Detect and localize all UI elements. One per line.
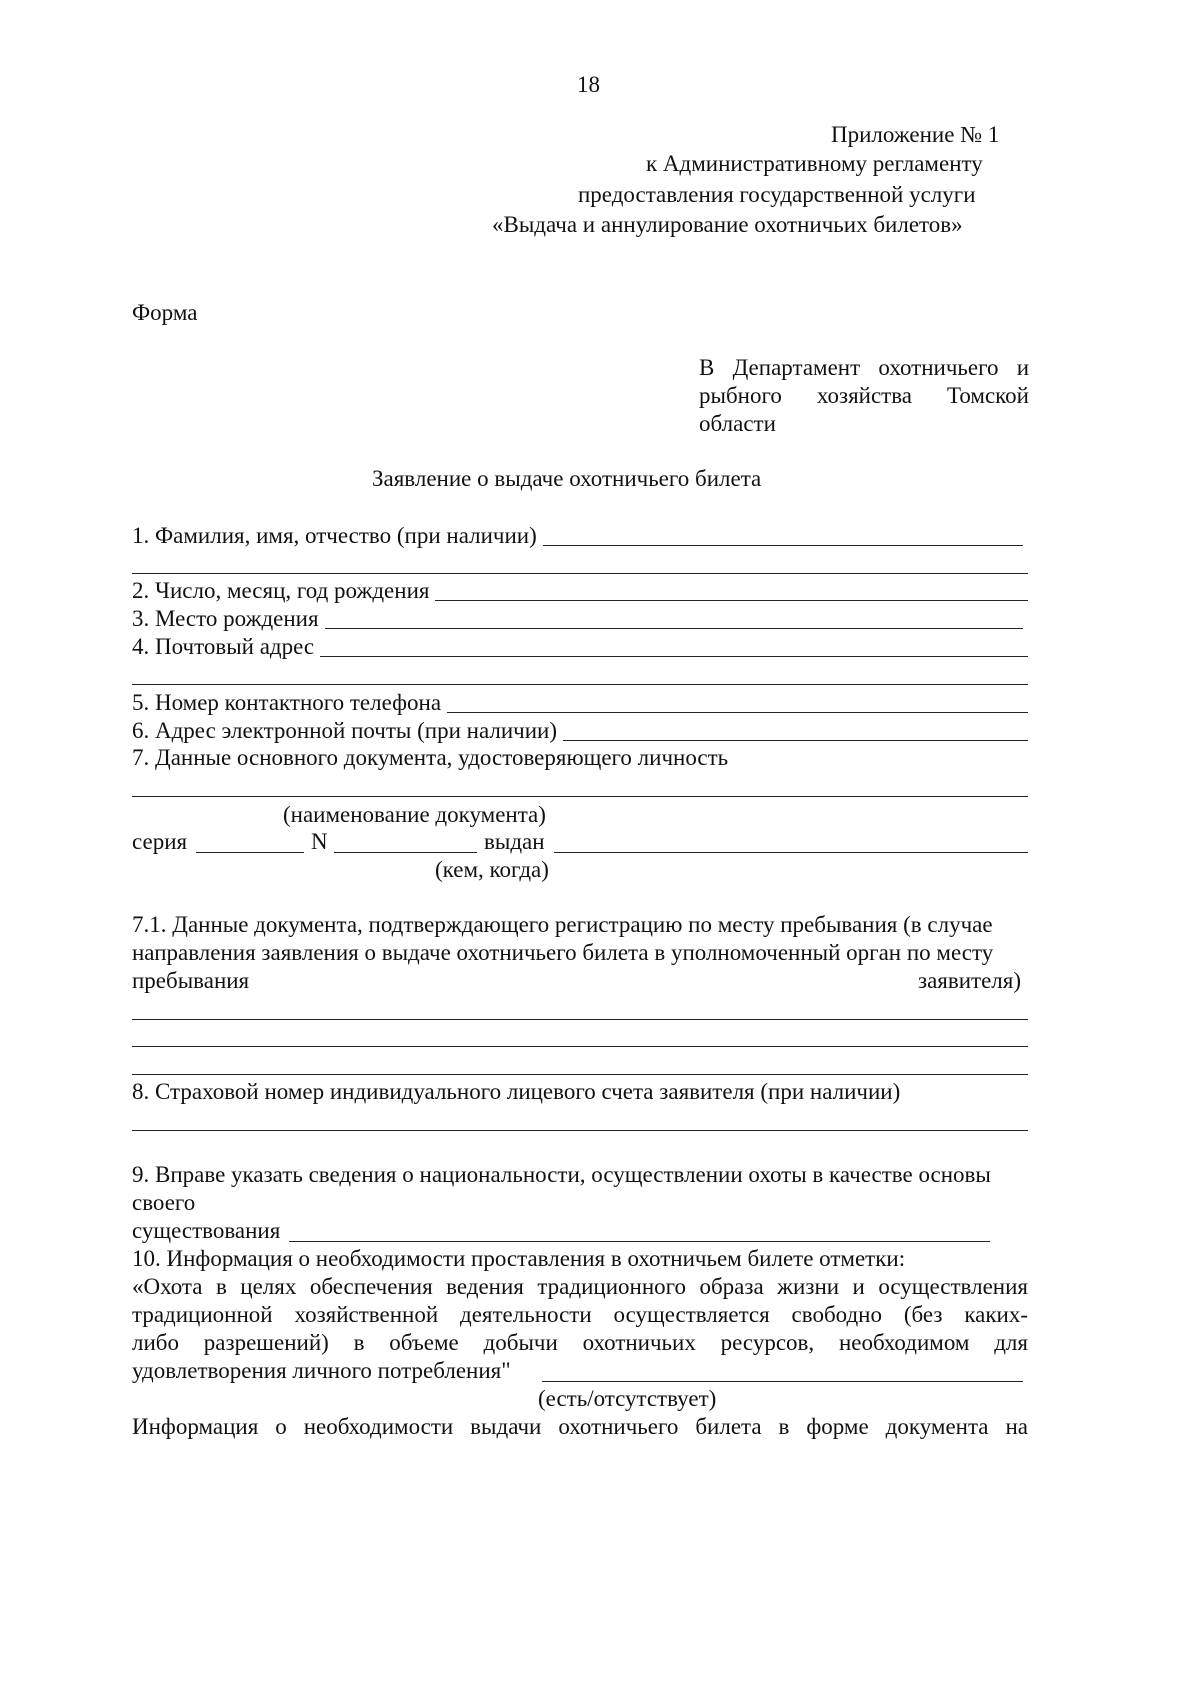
registration-blank-1[interactable] (132, 1019, 1028, 1020)
full-name-blank[interactable] (543, 545, 1023, 546)
nationality-blank[interactable] (289, 1241, 990, 1242)
field-phone (132, 688, 1028, 718)
field-postal-address-label: 4. Почтовый адрес (132, 634, 315, 659)
field-full-name (132, 521, 1023, 551)
registration-blank-3[interactable] (132, 1074, 1028, 1075)
series-label: серия (132, 829, 188, 854)
appendix-line-3: предоставления государственной услуги (578, 182, 976, 207)
addressee-line-1: В Департамент охотничьего и (699, 355, 1029, 380)
field-71-line-2: направления заявления о выдаче охотничьего билета в уполномоченный орган по месту (132, 940, 994, 965)
snils-blank[interactable] (132, 1130, 1028, 1131)
id-document-name-blank[interactable] (132, 796, 1028, 797)
field-birth-date-label: 2. Число, месяц, год рождения (132, 578, 430, 603)
addressee-line-2: рыбного хозяйства Томской (699, 383, 1029, 408)
birth-place-blank[interactable] (325, 628, 1023, 629)
field-10-line-5: удовлетворения личного потребления" (132, 1358, 511, 1383)
number-blank[interactable] (334, 852, 477, 853)
field-postal-address (132, 632, 1028, 662)
field-phone-label: 5. Номер контактного телефона (132, 690, 442, 715)
hunting-mark-caption: (есть/отсутствует) (538, 1386, 717, 1411)
issued-label: выдан (484, 829, 545, 854)
postal-address-blank[interactable] (320, 656, 1028, 657)
phone-blank[interactable] (447, 712, 1028, 713)
appendix-line-2: к Административному регламенту (646, 151, 983, 176)
field-9-line-2: своего (132, 1190, 196, 1215)
number-label: N (311, 829, 328, 854)
field-10-line-4: либо разрешений) в объеме добычи охотничьих ресурсов, необходимом для (132, 1330, 1028, 1355)
addressee-line-3: области (699, 411, 776, 436)
form-label: Форма (132, 300, 198, 325)
field-10-line-2: «Охота в целях обеспечения ведения традиционного образа жизни и осуществления (132, 1274, 1028, 1299)
field-birth-place-label: 3. Место рождения (132, 606, 319, 631)
field-birth-date (132, 576, 1028, 606)
appendix-line-1: Приложение № 1 (831, 122, 1000, 147)
document-title: Заявление о выдаче охотничьего билета (372, 466, 762, 491)
page-number: 18 (577, 72, 600, 97)
hunting-mark-blank[interactable] (542, 1381, 1023, 1382)
email-blank[interactable] (563, 740, 1028, 741)
registration-blank-2[interactable] (132, 1046, 1028, 1047)
issued-blank[interactable] (554, 852, 1028, 853)
postal-address-blank-2[interactable] (132, 684, 1028, 685)
field-email-label: 6. Адрес электронной почты (при наличии) (132, 718, 557, 743)
field-71-line-3a: пребывания (132, 968, 250, 993)
field-email (132, 716, 1028, 746)
field-9-line-3: существования (132, 1218, 281, 1243)
last-line: Информация о необходимости выдачи охотничьего билета в форме документа на (132, 1414, 1028, 1439)
field-9-line-1: 9. Вправе указать сведения о национальности, осуществлении охоты в качестве основы (132, 1162, 991, 1187)
field-birth-place (132, 604, 1023, 634)
field-10-line-1: 10. Информация о необходимости проставления в охотничьем билете отметки: (132, 1246, 906, 1271)
field-71-line-1: 7.1. Данные документа, подтверждающего регистрацию по месту пребывания (в случае (132, 912, 993, 937)
field-71-line-3b: заявителя) (918, 968, 1022, 993)
series-blank[interactable] (196, 852, 304, 853)
field-id-document-label: 7. Данные основного документа, удостоверяющего личность (132, 745, 729, 770)
field-10-line-3: традиционной хозяйственной деятельности осуществляется свободно (без каких- (132, 1302, 1028, 1327)
birth-date-blank[interactable] (435, 600, 1028, 601)
issued-caption: (кем, когда) (435, 857, 549, 882)
appendix-line-4: «Выдача и аннулирование охотничьих билетов» (492, 212, 963, 237)
id-document-name-caption: (наименование документа) (283, 802, 546, 827)
full-name-blank-2[interactable] (132, 573, 1028, 574)
field-full-name-label: 1. Фамилия, имя, отчество (при наличии) (132, 523, 537, 548)
field-snils-label: 8. Страховой номер индивидуального лицевого счета заявителя (при наличии) (132, 1079, 901, 1104)
